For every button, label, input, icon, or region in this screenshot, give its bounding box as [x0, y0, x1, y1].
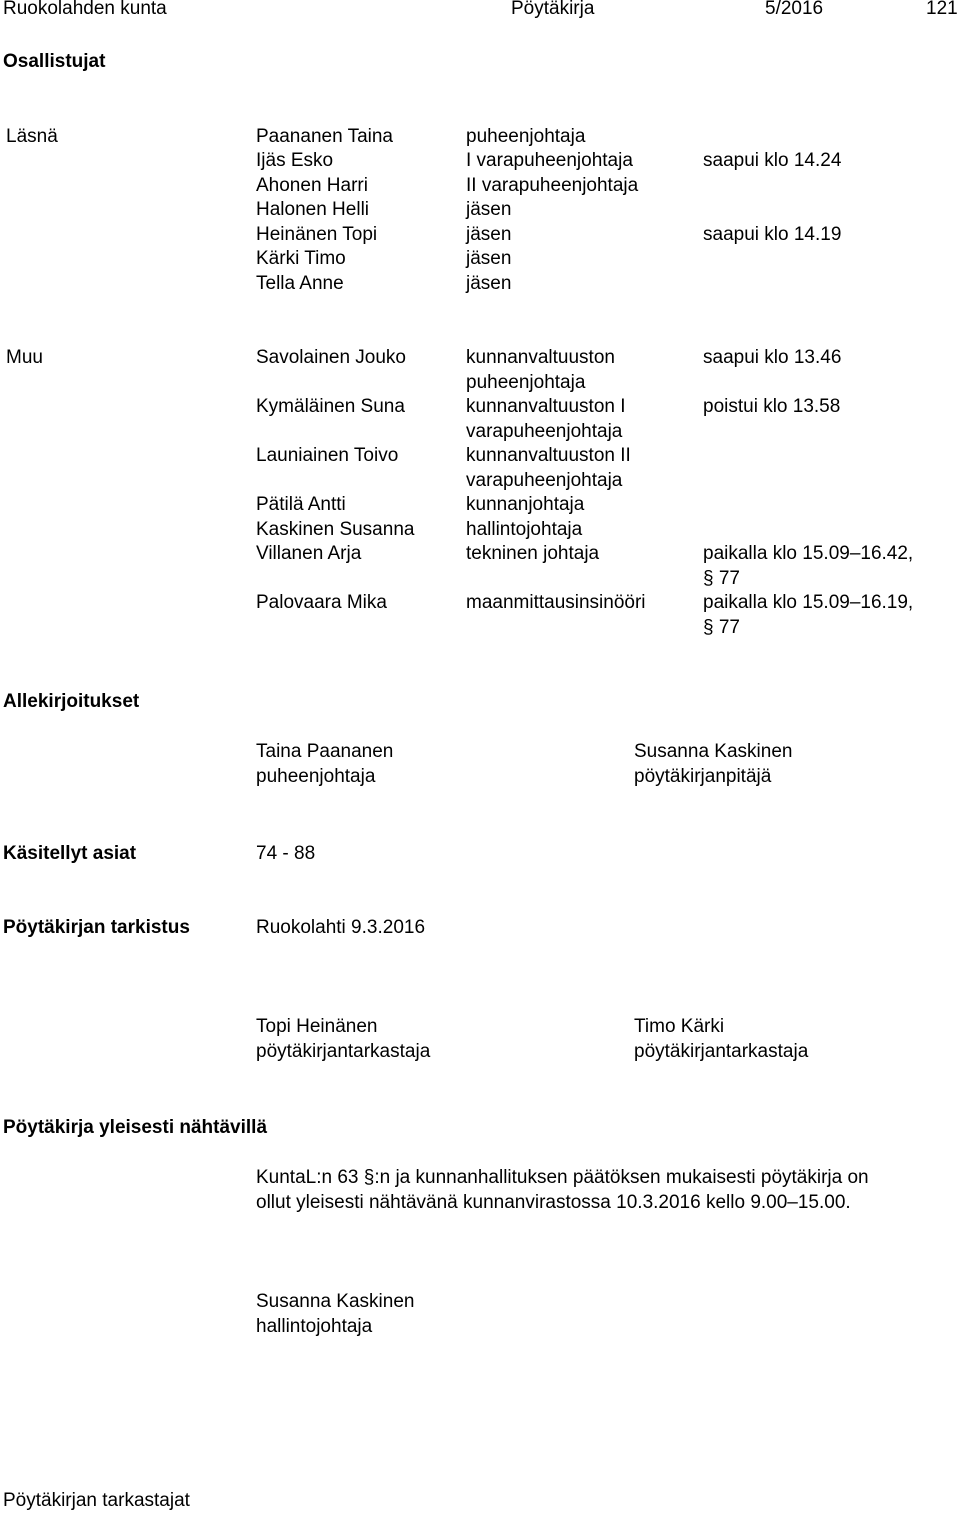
other-note: paikalla klo 15.09–16.42,: [703, 543, 914, 564]
reviewer-right-name: Timo Kärki: [634, 1016, 725, 1037]
header-org: Ruokolahden kunta: [3, 0, 167, 19]
signature-left-name: Taina Paananen: [256, 741, 394, 762]
reviewer-left-name: Topi Heinänen: [256, 1016, 378, 1037]
other-role: kunnanvaltuuston I: [466, 396, 626, 417]
review-value: Ruokolahti 9.3.2016: [256, 917, 426, 938]
other-role: kunnanvaltuuston: [466, 347, 615, 368]
public-text-line2: ollut yleisesti nähtävänä kunnanvirastossa 10.3.2016 kello 9.00–15.00.: [256, 1192, 851, 1213]
other-name: Villanen Arja: [256, 543, 362, 564]
other-role: maanmittausinsinööri: [466, 592, 646, 613]
public-signer-title: hallintojohtaja: [256, 1316, 373, 1337]
other-name: Palovaara Mika: [256, 592, 387, 613]
other-role: kunnanjohtaja: [466, 494, 585, 515]
signature-left-title: puheenjohtaja: [256, 766, 376, 787]
present-name: Heinänen Topi: [256, 224, 378, 245]
participants-heading: Osallistujat: [3, 51, 106, 72]
other-role-cont: varapuheenjohtaja: [466, 470, 623, 491]
present-name: Kärki Timo: [256, 248, 346, 269]
other-name: Kymäläinen Suna: [256, 396, 405, 417]
present-name: Tella Anne: [256, 273, 344, 294]
other-note: saapui klo 13.46: [703, 347, 842, 368]
other-name: Kaskinen Susanna: [256, 519, 415, 540]
header-doc-type: Pöytäkirja: [511, 0, 595, 19]
public-heading: Pöytäkirja yleisesti nähtävillä: [3, 1117, 268, 1138]
other-role: kunnanvaltuuston II: [466, 445, 631, 466]
signatures-heading: Allekirjoitukset: [3, 691, 140, 712]
present-name: Halonen Helli: [256, 199, 370, 220]
present-label: Läsnä: [6, 126, 58, 147]
other-label: Muu: [6, 347, 43, 368]
present-name: Paananen Taina: [256, 126, 393, 147]
other-role: hallintojohtaja: [466, 519, 583, 540]
present-role: I varapuheenjohtaja: [466, 150, 633, 171]
reviewer-left-title: pöytäkirjantarkastaja: [256, 1041, 431, 1062]
present-role: puheenjohtaja: [466, 126, 586, 147]
handled-value: 74 - 88: [256, 843, 316, 864]
other-note: poistui klo 13.58: [703, 396, 841, 417]
other-role: tekninen johtaja: [466, 543, 600, 564]
present-name: Ijäs Esko: [256, 150, 334, 171]
present-name: Ahonen Harri: [256, 175, 368, 196]
present-role: jäsen: [466, 199, 512, 220]
present-role: jäsen: [466, 273, 512, 294]
present-note: saapui klo 14.24: [703, 150, 842, 171]
handled-label: Käsitellyt asiat: [3, 843, 137, 864]
other-role-cont: varapuheenjohtaja: [466, 421, 623, 442]
other-role-cont: puheenjohtaja: [466, 372, 586, 393]
signature-right-name: Susanna Kaskinen: [634, 741, 793, 762]
header-issue: 5/2016: [765, 0, 824, 19]
present-role: jäsen: [466, 248, 512, 269]
other-name: Launiainen Toivo: [256, 445, 399, 466]
footer-label: Pöytäkirjan tarkastajat: [3, 1490, 190, 1511]
other-note-cont: § 77: [703, 568, 740, 589]
public-text-line1: KuntaL:n 63 §:n ja kunnanhallituksen päätöksen mukaisesti pöytäkirja on: [256, 1167, 869, 1188]
review-label: Pöytäkirjan tarkistus: [3, 917, 190, 938]
present-role: II varapuheenjohtaja: [466, 175, 639, 196]
public-signer-name: Susanna Kaskinen: [256, 1291, 415, 1312]
reviewer-right-title: pöytäkirjantarkastaja: [634, 1041, 809, 1062]
present-note: saapui klo 14.19: [703, 224, 842, 245]
signature-right-title: pöytäkirjanpitäjä: [634, 766, 772, 787]
other-note-cont: § 77: [703, 617, 740, 638]
present-role: jäsen: [466, 224, 512, 245]
other-name: Pätilä Antti: [256, 494, 346, 515]
other-name: Savolainen Jouko: [256, 347, 406, 368]
other-note: paikalla klo 15.09–16.19,: [703, 592, 914, 613]
header-page-number: 121: [926, 0, 958, 19]
